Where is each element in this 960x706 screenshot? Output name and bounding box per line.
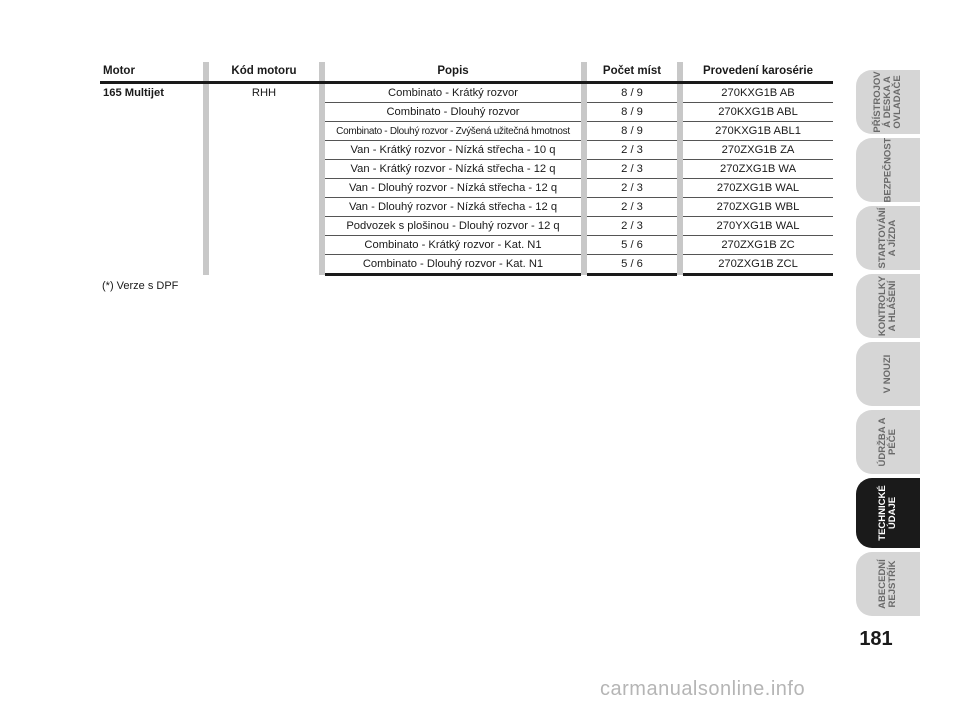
watermark: carmanualsonline.info bbox=[600, 678, 806, 700]
seats-cell: 5 / 6 bbox=[587, 255, 677, 275]
description-cell: Van - Krátký rozvor - Nízká střecha - 12 q bbox=[325, 160, 581, 179]
chapter-tab[interactable] bbox=[856, 206, 920, 270]
chapter-tab[interactable] bbox=[856, 410, 920, 474]
description-cell: Combinato - Krátký rozvor bbox=[325, 83, 581, 103]
chapter-tab[interactable] bbox=[856, 342, 920, 406]
chapter-tab-label: BEZPEČNOST bbox=[882, 138, 893, 202]
table-row bbox=[100, 83, 833, 103]
description-cell: Van - Dlouhý rozvor - Nízká střecha - 12 q bbox=[325, 198, 581, 217]
seats-cell: 8 / 9 bbox=[587, 83, 677, 103]
chapter-tab[interactable] bbox=[856, 274, 920, 338]
seats-cell: 2 / 3 bbox=[587, 179, 677, 198]
body-type-cell: 270YXG1B WAL bbox=[683, 217, 833, 236]
description-cell: Combinato - Krátký rozvor - Kat. N1 bbox=[325, 236, 581, 255]
body-type-cell: 270ZXG1B ZA bbox=[683, 141, 833, 160]
seats-cell: 2 / 3 bbox=[587, 141, 677, 160]
body-type-cell: 270ZXG1B ZCL bbox=[683, 255, 833, 275]
motor-cell: 165 Multijet bbox=[103, 87, 164, 99]
chapter-tab[interactable] bbox=[856, 478, 920, 548]
body-type-cell: 270ZXG1B ZC bbox=[683, 236, 833, 255]
seats-cell: 2 / 3 bbox=[587, 198, 677, 217]
description-cell: Combinato - Dlouhý rozvor bbox=[325, 103, 581, 122]
body-type-cell: 270KXG1B AB bbox=[683, 83, 833, 103]
description-cell: Combinato - Dlouhý rozvor - Kat. N1 bbox=[325, 255, 581, 275]
seats-cell: 8 / 9 bbox=[587, 103, 677, 122]
seats-cell: 2 / 3 bbox=[587, 217, 677, 236]
description-cell: Podvozek s plošinou - Dlouhý rozvor - 12 q bbox=[325, 217, 581, 236]
header-motor: Motor bbox=[100, 62, 203, 83]
chapter-tab-label: KONTROLKY A HLÁŠENÍ bbox=[877, 275, 898, 337]
chapter-tab[interactable] bbox=[856, 138, 920, 202]
seats-cell: 2 / 3 bbox=[587, 160, 677, 179]
chapter-tab-label: ABECEDNÍ REJSTŘÍK bbox=[877, 559, 898, 609]
footnote: (*) Verze s DPF bbox=[102, 280, 179, 292]
chapter-tabs bbox=[856, 70, 920, 620]
seats-cell: 8 / 9 bbox=[587, 122, 677, 141]
description-cell: Combinato - Dlouhý rozvor - Zvýšená užitečná hmotnost bbox=[325, 122, 581, 141]
chapter-tab-label: TECHNICKÉ ÚDAJE bbox=[877, 485, 898, 541]
seats-cell: 5 / 6 bbox=[587, 236, 677, 255]
chapter-tab-label: ÚDRŽBA A PÉČE bbox=[877, 417, 898, 467]
page-number: 181 bbox=[859, 628, 893, 650]
body-type-cell: 270KXG1B ABL1 bbox=[683, 122, 833, 141]
header-seats: Počet míst bbox=[587, 62, 677, 83]
body-type-cell: 270ZXG1B WAL bbox=[683, 179, 833, 198]
specs-table-wrap bbox=[100, 62, 833, 276]
header-code: Kód motoru bbox=[209, 62, 319, 83]
header-body: Provedení karosérie bbox=[683, 62, 833, 83]
chapter-tab-label: STARTOVÁNÍ A JÍZDA bbox=[877, 207, 898, 269]
body-type-cell: 270ZXG1B WA bbox=[683, 160, 833, 179]
body-type-cell: 270KXG1B ABL bbox=[683, 103, 833, 122]
engine-body-table bbox=[100, 62, 833, 276]
chapter-tab[interactable] bbox=[856, 70, 920, 134]
chapter-tab-label: PŘÍSTROJOV Á DESKA A OVLADAČE bbox=[872, 71, 903, 133]
chapter-tab[interactable] bbox=[856, 552, 920, 616]
description-cell: Van - Dlouhý rozvor - Nízká střecha - 12 q bbox=[325, 179, 581, 198]
description-cell: Van - Krátký rozvor - Nízká střecha - 10 q bbox=[325, 141, 581, 160]
body-type-cell: 270ZXG1B WBL bbox=[683, 198, 833, 217]
table-header-row bbox=[100, 62, 833, 83]
engine-code-cell: RHH bbox=[251, 87, 277, 99]
header-desc: Popis bbox=[325, 62, 581, 83]
chapter-tab-label: V NOUZI bbox=[882, 354, 893, 394]
